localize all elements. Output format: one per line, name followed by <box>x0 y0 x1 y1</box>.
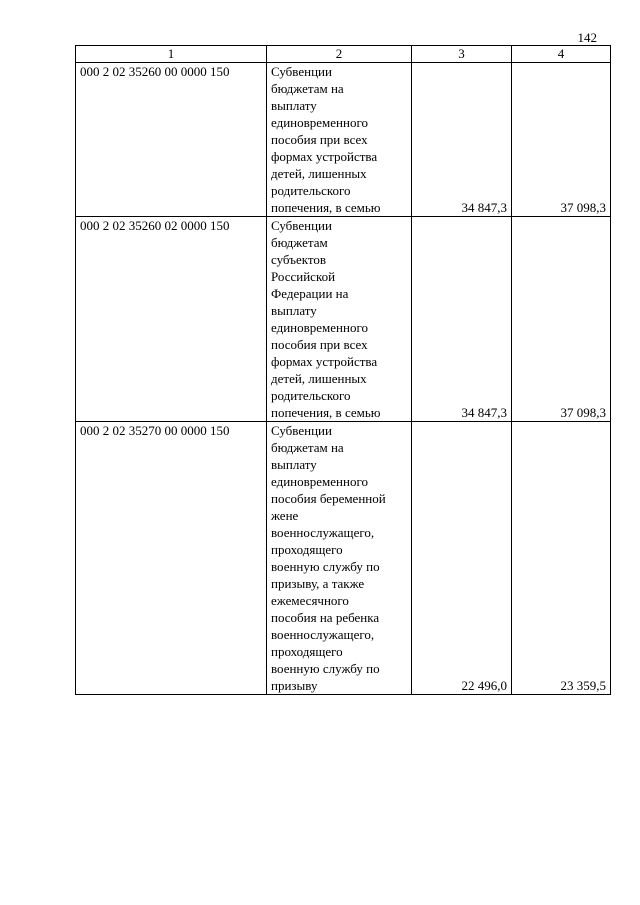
description-line: призыву <box>271 678 318 693</box>
budget-code-cell: 000 2 02 35260 00 0000 150 <box>76 63 267 217</box>
budget-code-cell: 000 2 02 35270 00 0000 150 <box>76 422 267 695</box>
description-line: единовременного <box>271 115 368 130</box>
amount-col3-cell: 34 847,3 <box>412 217 512 422</box>
description-line: формах устройства <box>271 149 378 164</box>
description-cell <box>267 63 412 217</box>
description-line: бюджетам <box>271 235 328 250</box>
description-line: формах устройства <box>271 354 378 369</box>
column-header-3: 3 <box>412 46 512 63</box>
description-line: единовременного <box>271 320 368 335</box>
description-line: Федерации на <box>271 286 349 301</box>
description-line: Субвенции <box>271 64 332 79</box>
description-line: бюджетам на <box>271 440 344 455</box>
description-line: родительского <box>271 388 351 403</box>
description-line: Субвенции <box>271 218 332 233</box>
description-line: пособия при всех <box>271 132 368 147</box>
table-row <box>76 422 611 695</box>
budget-code-cell: 000 2 02 35260 02 0000 150 <box>76 217 267 422</box>
budget-table <box>75 45 611 695</box>
amount-col4-cell: 23 359,5 <box>512 422 611 695</box>
description-line: ежемесячного <box>271 593 349 608</box>
page-number: 142 <box>577 30 597 45</box>
description-line: Субвенции <box>271 423 332 438</box>
description-line: выплату <box>271 98 317 113</box>
amount-col3-cell: 34 847,3 <box>412 63 512 217</box>
description-line: военнослужащего, <box>271 525 375 540</box>
table-row <box>76 217 611 422</box>
description-line: выплату <box>271 457 317 472</box>
description-line: детей, лишенных <box>271 371 367 386</box>
column-header-1: 1 <box>76 46 267 63</box>
description-line: жене <box>271 508 299 523</box>
description-line: пособия беременной <box>271 491 386 506</box>
amount-col3-cell: 22 496,0 <box>412 422 512 695</box>
description-line: проходящего <box>271 644 343 659</box>
description-line: субъектов <box>271 252 327 267</box>
column-header-2: 2 <box>267 46 412 63</box>
amount-col4-cell: 37 098,3 <box>512 63 611 217</box>
description-line: Российской <box>271 269 336 284</box>
description-line: военную службу по <box>271 661 380 676</box>
description-cell <box>267 422 412 695</box>
description-line: военную службу по <box>271 559 380 574</box>
description-line: родительского <box>271 183 351 198</box>
description-line: военнослужащего, <box>271 627 375 642</box>
table-row <box>76 63 611 217</box>
description-line: выплату <box>271 303 317 318</box>
description-line: попечения, в семью <box>271 200 381 215</box>
header-row <box>76 46 611 63</box>
description-line: пособия на ребенка <box>271 610 380 625</box>
description-line: попечения, в семью <box>271 405 381 420</box>
description-cell <box>267 217 412 422</box>
amount-col4-cell: 37 098,3 <box>512 217 611 422</box>
description-line: проходящего <box>271 542 343 557</box>
description-line: пособия при всех <box>271 337 368 352</box>
description-line: единовременного <box>271 474 368 489</box>
description-line: бюджетам на <box>271 81 344 96</box>
column-header-4: 4 <box>512 46 611 63</box>
description-line: детей, лишенных <box>271 166 367 181</box>
description-line: призыву, а также <box>271 576 365 591</box>
